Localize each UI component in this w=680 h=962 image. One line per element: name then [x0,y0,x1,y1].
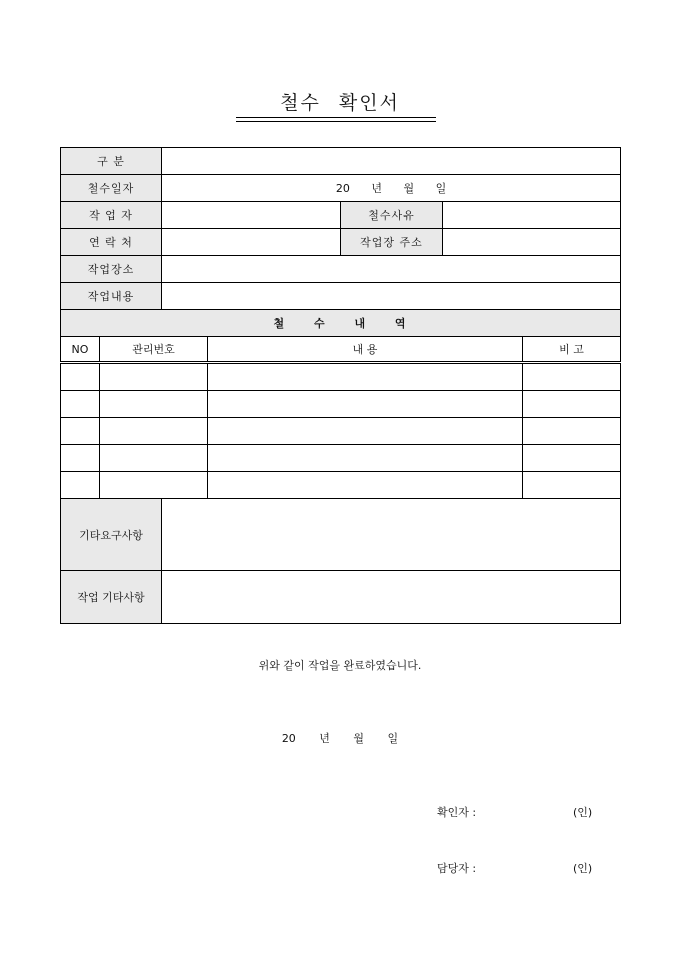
cell-mgmt-no[interactable] [100,418,208,445]
reason-label: 철수사유 [341,202,443,229]
confirmer-seal: (인) [573,806,593,819]
cell-content[interactable] [208,445,523,472]
cell-note[interactable] [523,445,621,472]
document-title: 철수 확인서 [280,92,400,114]
contact-field[interactable] [162,229,341,256]
other-work-label: 작업 기타사항 [61,571,162,624]
other-work-field[interactable] [162,571,621,624]
cell-mgmt-no[interactable] [100,472,208,499]
title-underline-double [236,121,436,122]
row-contact [61,229,621,256]
worker-field[interactable] [162,202,341,229]
table-row [61,445,621,472]
cell-mgmt-no[interactable] [100,363,208,391]
cell-no[interactable] [61,418,100,445]
work-content-field[interactable] [162,283,621,310]
work-place-field[interactable] [162,256,621,283]
col-header-note: 비 고 [523,337,621,363]
row-work-place [61,256,621,283]
confirmer-label: 확인자 : [437,806,477,819]
site-address-field[interactable] [443,229,621,256]
cell-no[interactable] [61,472,100,499]
cell-mgmt-no[interactable] [100,445,208,472]
table-row [61,472,621,499]
table-row [61,363,621,391]
col-header-mgmt-no: 관리번호 [100,337,208,363]
work-content-label: 작업내용 [61,283,162,310]
table-row [61,418,621,445]
cell-no[interactable] [61,363,100,391]
reason-field[interactable] [443,202,621,229]
contact-label: 연 락 처 [61,229,162,256]
row-details-section [61,310,621,337]
cell-note[interactable] [523,418,621,445]
cell-note[interactable] [523,363,621,391]
cell-mgmt-no[interactable] [100,391,208,418]
worker-label: 작 업 자 [61,202,162,229]
details-section-title: 철 수 내 역 [61,310,621,337]
withdrawal-form-table [60,147,621,624]
other-requests-label: 기타요구사항 [61,499,162,571]
manager-seal: (인) [573,862,593,875]
title-underline [236,117,436,118]
row-withdrawal-date [61,175,621,202]
category-label: 구 분 [61,148,162,175]
site-address-label: 작업장 주소 [341,229,443,256]
row-worker [61,202,621,229]
details-header-row [61,337,621,363]
manager-label: 담당자 : [437,862,477,875]
table-row [61,391,621,418]
category-field[interactable] [162,148,621,175]
signature-date: 20 년 월 일 [281,732,399,745]
row-other-work [61,571,621,624]
work-place-label: 작업장소 [61,256,162,283]
cell-no[interactable] [61,445,100,472]
withdrawal-date-field[interactable]: 20 년 월 일 [162,175,621,202]
col-header-no: NO [61,337,100,363]
row-other-requests [61,499,621,571]
row-category [61,148,621,175]
cell-content[interactable] [208,418,523,445]
row-work-content [61,283,621,310]
cell-note[interactable] [523,391,621,418]
cell-note[interactable] [523,472,621,499]
cell-no[interactable] [61,391,100,418]
cell-content[interactable] [208,363,523,391]
cell-content[interactable] [208,472,523,499]
cell-content[interactable] [208,391,523,418]
completion-statement: 위와 같이 작업을 완료하였습니다. [258,659,422,672]
withdrawal-date-label: 철수일자 [61,175,162,202]
col-header-content: 내 용 [208,337,523,363]
other-requests-field[interactable] [162,499,621,571]
